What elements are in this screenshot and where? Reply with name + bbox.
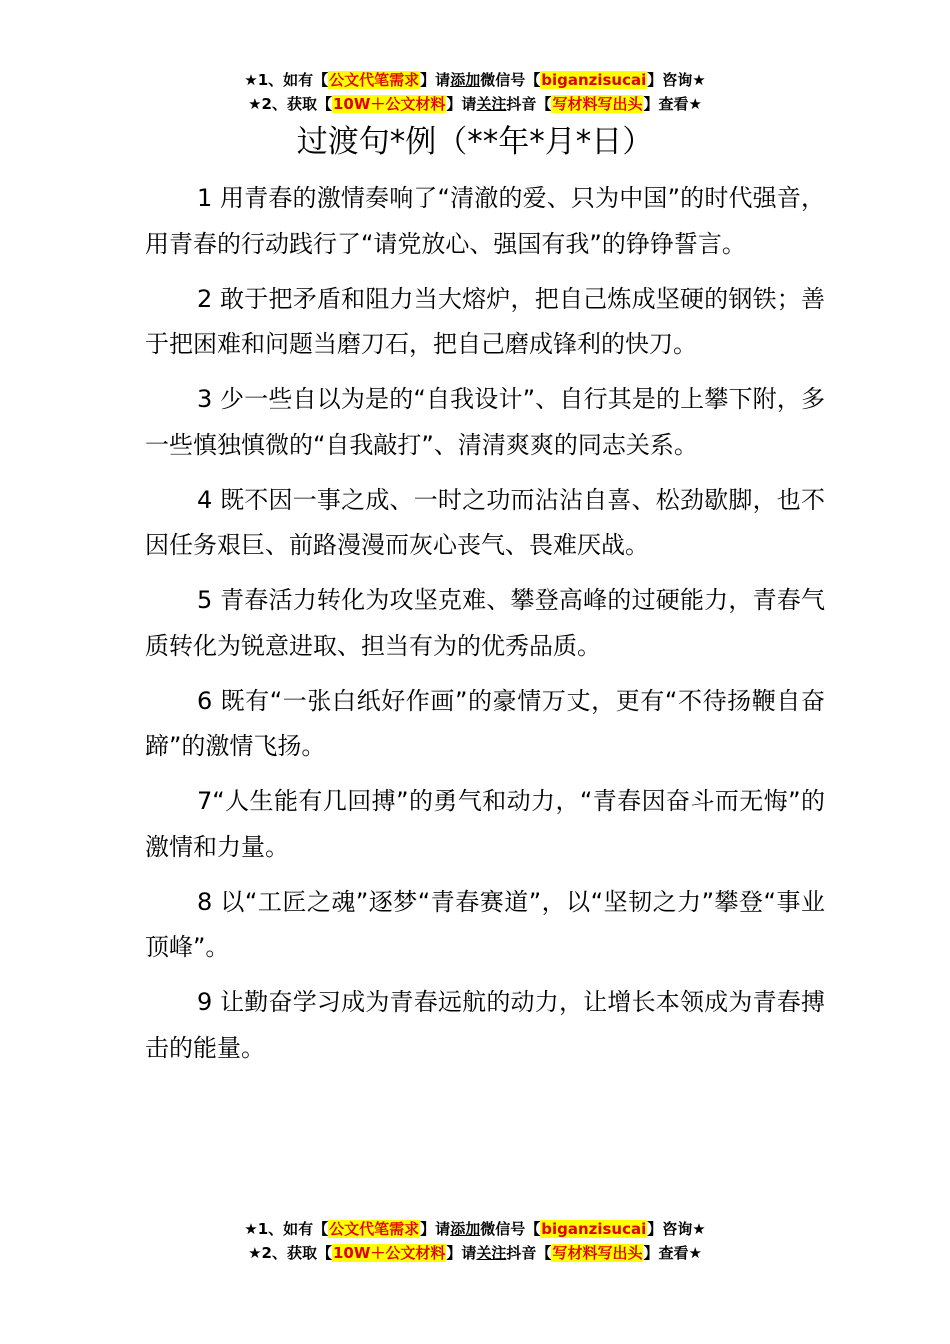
highlight-wechat-id: biganzisucai [541,71,647,89]
paragraph-1: 1 用青春的激情奏响了“清澈的爱、只为中国”的时代强音，用青春的行动践行了“请党放心、强国有我”的铮铮誓言。 [145,184,825,258]
banner-line-2: ★2、获取【10W＋公文材料】请关注抖音【写材料写出头】查看★ [248,95,702,113]
highlight-materials: 10W＋公文材料 [332,95,446,113]
paragraph-7: 7“人生能有几回搏”的勇气和动力，“青春因奋斗而无悔”的激情和力量。 [145,787,825,861]
paragraph-2: 2 敢于把矛盾和阻力当大熔炉，把自己炼成坚硬的钢铁；善于把困难和问题当磨刀石，把自己磨成锋利的快刀。 [145,284,825,358]
footer-line-2: ★2、获取【10W＋公文材料】请关注抖音【写材料写出头】查看★ [248,1244,702,1262]
paragraph-6: 6 既有“一张白纸好作画”的豪情万丈，更有“不待扬鞭自奋蹄”的激情飞扬。 [145,686,825,760]
paragraph-9: 9 让勤奋学习成为青春远航的动力，让增长本领成为青春搏击的能量。 [145,988,825,1062]
header-banner [0,68,950,116]
document-body [145,176,825,1081]
footer-line-1: ★1、如有【公文代笔需求】请添加微信号【biganzisucai】咨询★ [244,1220,706,1238]
paragraph-4: 4 既不因一事之成、一时之功而沾沾自喜、松劲歇脚，也不因任务艰巨、前路漫漫而灰心丧气、畏难厌战。 [145,485,825,559]
footer-banner [0,1217,950,1265]
highlight-douyin-account: 写材料写出头 [552,95,643,113]
footer-highlight-wechat-id: biganzisucai [541,1220,647,1238]
document-title: 过渡句*例（**年*月*日） [296,124,654,160]
footer-highlight-materials: 10W＋公文材料 [332,1244,446,1262]
paragraph-3: 3 少一些自以为是的“自我设计”、自行其是的上攀下附，多一些慎独慎微的“自我敲打”、清清爽爽的同志关系。 [145,385,825,459]
footer-highlight-douyin-account: 写材料写出头 [552,1244,643,1262]
highlight-service: 公文代笔需求 [329,71,420,89]
paragraph-8: 8 以“工匠之魂”逐梦“青春赛道”，以“坚韧之力”攀登“事业顶峰”。 [145,887,825,961]
paragraph-5: 5 青春活力转化为攻坚克难、攀登高峰的过硬能力，青春气质转化为锐意进取、担当有为的优秀品质。 [145,586,825,660]
footer-highlight-service: 公文代笔需求 [329,1220,420,1238]
banner-line-1: ★1、如有【公文代笔需求】请添加微信号【biganzisucai】咨询★ [244,71,706,89]
